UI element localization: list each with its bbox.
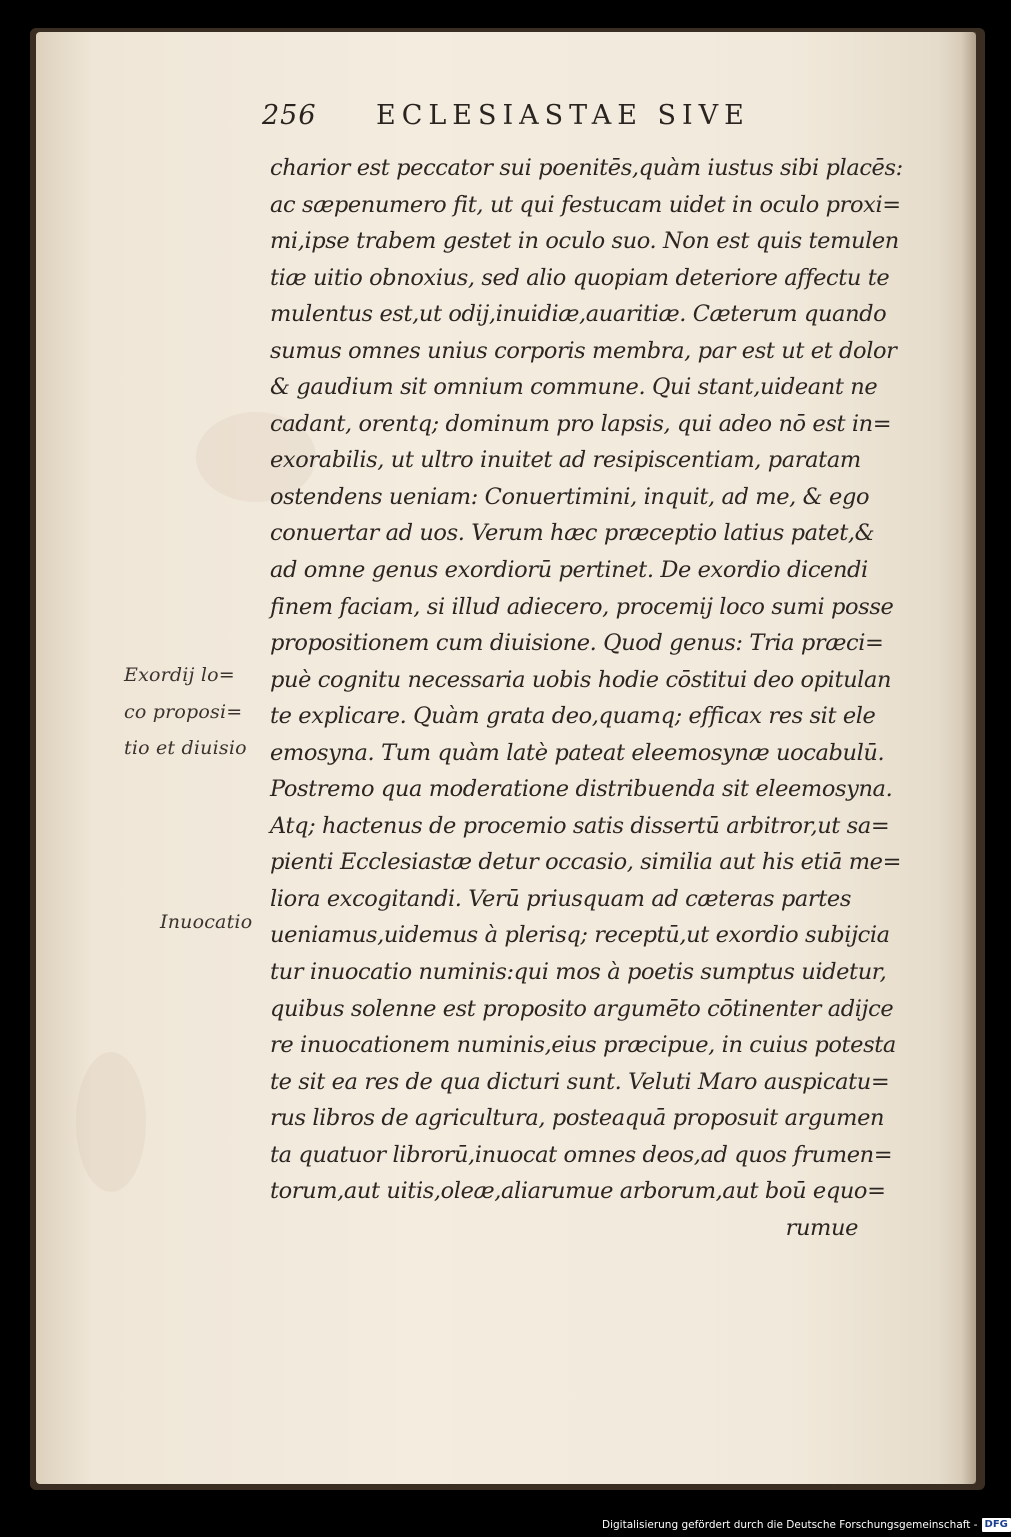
text-line: mulentus est,ut odij,inuidiæ,auaritiæ. Cæterum quando xyxy=(270,301,887,328)
paper-stain xyxy=(76,1052,146,1192)
text-line: quibus solenne est proposito argumēto cōtinenter adijce xyxy=(270,995,894,1022)
text-line: rus libros de agricultura, posteaquā proposuit argumen xyxy=(270,1105,885,1132)
text-line: emosyna. Tum quàm latè pateat eleemosynæ uocabulū. xyxy=(270,739,885,766)
text-line: puè cognitu necessaria uobis hodie cōstitui deo opitulan xyxy=(270,666,892,693)
text-line: te explicare. Quàm grata deo,quamq; efficax res sit ele xyxy=(270,703,876,730)
text-line: finem faciam, si illud adiecero, procemij loco sumi posse xyxy=(270,593,894,620)
text-line: ueniamus,uidemus à plerisq; receptū,ut exordio subijcia xyxy=(270,922,890,949)
footer-credit xyxy=(602,1516,1011,1534)
text-line: & gaudium sit omnium commune. Qui stant,uideant ne xyxy=(270,374,878,401)
text-line: liora excogitandi. Verū priusquam ad cæteras partes xyxy=(270,885,851,912)
margin-note-exordium xyxy=(124,657,264,767)
text-line: Atq; hactenus de procemio satis dissertū arbitror,ut sa= xyxy=(270,812,890,839)
page-edge-shadow xyxy=(962,32,976,1484)
text-line: propositionem cum diuisione. Quod genus: Tria præci= xyxy=(270,630,884,657)
text-line: conuertar ad uos. Verum hæc præceptio latius patet,& xyxy=(270,520,875,547)
text-line: tiæ uitio obnoxius, sed alio quopiam deteriore affectu te xyxy=(270,264,890,291)
text-line: torum,aut uitis,oleæ,aliarumue arborum,aut boū equo= xyxy=(270,1178,886,1205)
text-line: ostendens ueniam: Conuertimini, inquit, ad me, & ego xyxy=(270,483,870,510)
margin-note-inuocatio xyxy=(160,904,300,941)
catchword: rumue xyxy=(785,1214,858,1241)
text-line: Postremo qua moderatione distribuenda sit eleemosyna. xyxy=(270,776,893,803)
text-line: cadant, orentq; dominum pro lapsis, qui adeo nō est in= xyxy=(270,410,892,437)
text-line: te sit ea res de qua dicturi sunt. Veluti Maro auspicatu= xyxy=(270,1068,890,1095)
margin-note-line: Inuocatio xyxy=(160,911,253,933)
text-line: tur inuocatio numinis:qui mos à poetis sumptus uidetur, xyxy=(270,959,887,986)
text-line: pienti Ecclesiastæ detur occasio, similia aut his etiā me= xyxy=(270,849,902,876)
running-head-title: ECLESIASTAE SIVE xyxy=(376,100,750,131)
text-line: exorabilis, ut ultro inuitet ad resipiscentiam, paratam xyxy=(270,447,861,474)
text-line: mi,ipse trabem gestet in oculo suo. Non est quis temulen xyxy=(270,228,899,255)
text-line: ta quatuor librorū,inuocat omnes deos,ad quos frumen= xyxy=(270,1141,893,1168)
page-number: 256 xyxy=(262,100,317,131)
text-line: ac sæpenumero fit, ut qui festucam uidet in oculo proxi= xyxy=(270,191,901,218)
text-line: ad omne genus exordiorū pertinet. De exordio dicendi xyxy=(270,557,868,584)
main-text-block xyxy=(270,150,903,1246)
margin-note-line: co proposi= xyxy=(124,700,243,723)
text-line: sumus omnes unius corporis membra, par est ut et dolor xyxy=(270,337,897,364)
text-line: charior est peccator sui poenitēs,quàm iustus sibi placēs: xyxy=(270,155,903,181)
footer-credit-text: Digitalisierung gefördert durch die Deutsche Forschungsgemeinschaft - xyxy=(602,1519,978,1531)
running-head xyxy=(262,100,822,140)
dfg-logo: DFG xyxy=(982,1518,1011,1532)
margin-note-line: tio et diuisio xyxy=(124,737,247,760)
text-line: re inuocationem numinis,eius præcipue, in cuius potesta xyxy=(270,1032,896,1059)
margin-note-line: Exordij lo= xyxy=(124,664,235,686)
